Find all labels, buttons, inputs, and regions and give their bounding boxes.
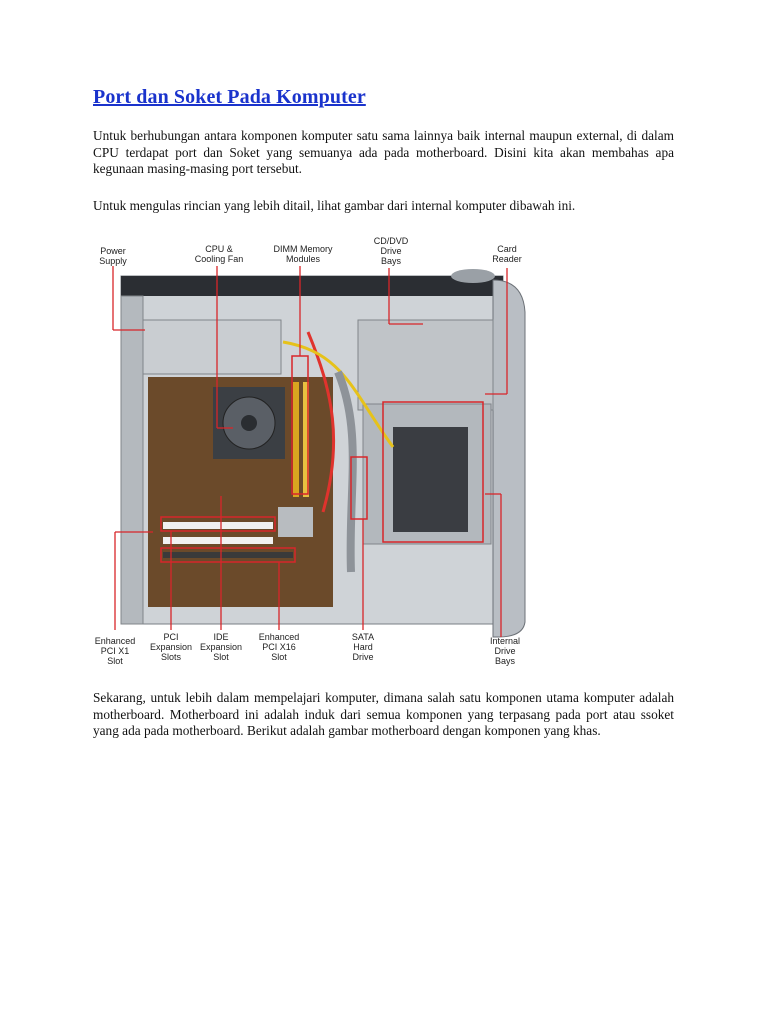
power-button	[451, 269, 495, 283]
optical-drive-cage	[358, 320, 493, 410]
figure-intro-paragraph: Untuk mengulas rincian yang lebih ditail, lihat gambar dari internal komputer dibawah ini.	[93, 198, 576, 213]
hard-drive	[393, 427, 468, 532]
rear-panel	[121, 296, 143, 624]
chipset-heatsink	[278, 507, 313, 537]
cpu-fan-hub	[241, 415, 257, 431]
cd-dvd-label: CD/DVD Drive Bays	[373, 236, 409, 266]
pci-slot	[163, 522, 273, 529]
card-reader-label: Card Reader	[492, 244, 522, 264]
dimm-label: DIMM Memory Modules	[273, 244, 333, 264]
motherboard-paragraph: Sekarang, untuk lebih dalam mempelajari komputer, dimana salah satu komponen utama komputer adalah motherboard. Motherboard ini adalah induk dari semua komponen yang terpasang pada port atau ssoket yang ada pada motherboard. Berikut adalah gambar motherboard dengan komponen yang khas.	[93, 690, 674, 738]
pci-x16-label: Enhanced PCI X16 Slot	[258, 632, 300, 662]
pci-x16-slot	[163, 552, 293, 558]
internal-bays-label: Internal Drive Bays	[489, 636, 521, 666]
cpu-fan-label: CPU & Cooling Fan	[194, 244, 244, 264]
front-bezel	[493, 280, 525, 637]
power-supply-unit	[143, 320, 281, 374]
page-title[interactable]: Port dan Soket Pada Komputer	[93, 86, 366, 108]
dimm-slot	[293, 382, 299, 497]
pci-x1-label: Enhanced PCI X1 Slot	[94, 636, 136, 666]
case-top-rail	[121, 276, 503, 296]
power-supply-label: Power Supply	[99, 246, 127, 266]
pci-label: PCI Expansion Slots	[149, 632, 193, 662]
intro-paragraph: Untuk berhubungan antara komponen komputer satu sama lainnya baik internal maupun external, di dalam CPU terdapat port dan Soket yang semuanya ada pada motherboard. Disini kita akan membahas apa kegunaan masing-masing port tersebut.	[93, 128, 674, 176]
pci-slot	[163, 537, 273, 544]
computer-internal-figure	[93, 232, 533, 672]
ide-label: IDE Expansion Slot	[199, 632, 243, 662]
computer-internal-diagram	[93, 232, 533, 672]
sata-label: SATA Hard Drive	[351, 632, 375, 662]
